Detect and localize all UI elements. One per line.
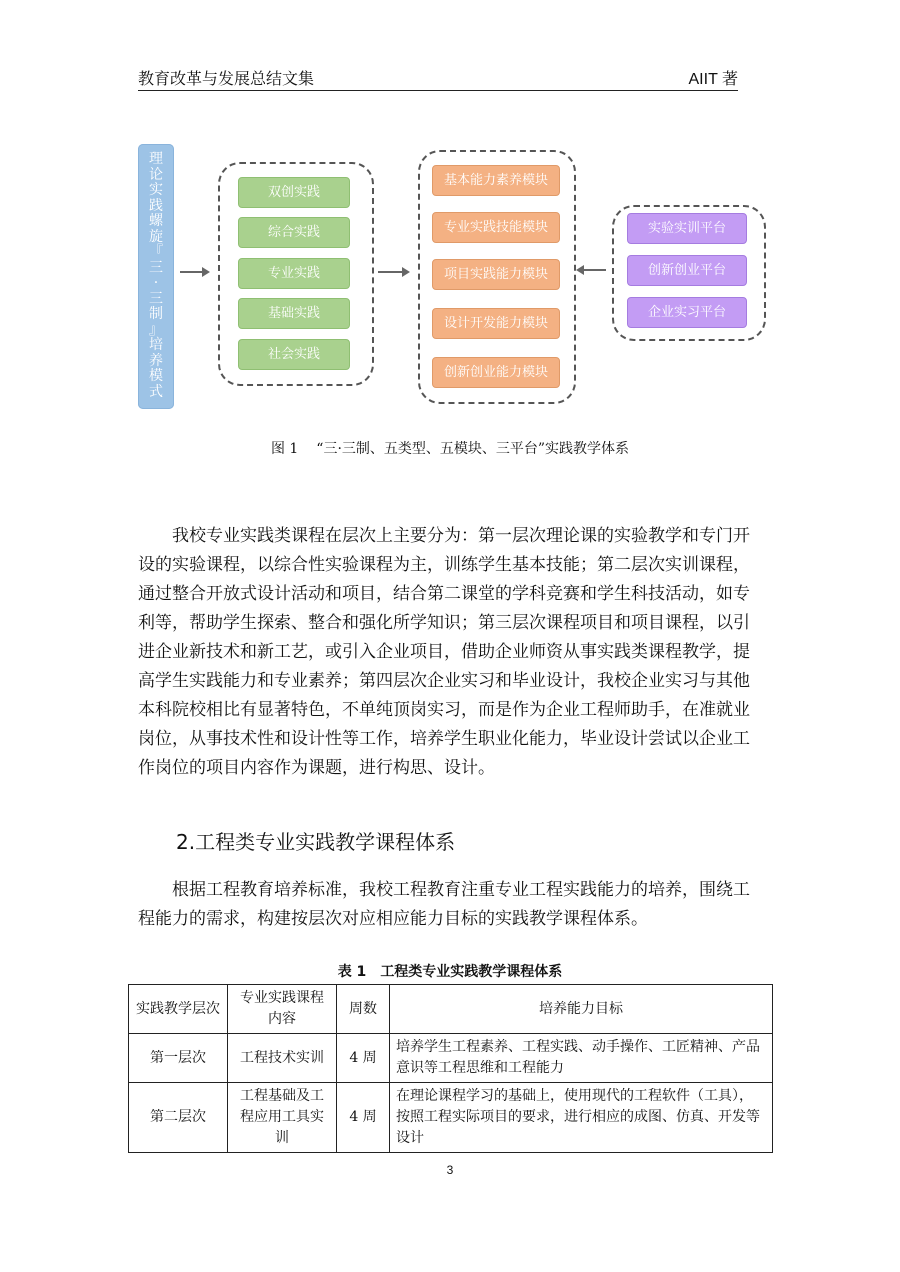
mode-label-char: · — [153, 275, 159, 291]
mode-label-bar — [138, 144, 174, 409]
platform-box: 实验实训平台 — [627, 213, 747, 244]
table-cell: 培养学生工程素养、工程实践、动手操作、工匠精神、产品意识等工程思维和工程能力 — [390, 1034, 773, 1083]
arrow-to-practice — [180, 271, 208, 273]
mode-label-char: 式 — [149, 383, 163, 400]
table-cell: 工程基础及工程应用工具实训 — [228, 1083, 337, 1153]
section-heading: 2.工程类专业实践教学课程体系 — [176, 830, 456, 854]
table-header-cell: 培养能力目标 — [390, 985, 773, 1034]
table-caption-number: 表 1 — [337, 964, 367, 980]
mode-label-char: 『 — [149, 244, 163, 260]
table-cell: 第二层次 — [129, 1083, 228, 1153]
mode-label-char: 螺 — [149, 213, 163, 229]
figure-caption-text: “三·三制、五类型、五模块、三平台”实践教学体系 — [316, 441, 630, 457]
table-header-cell: 专业实践课程内容 — [228, 985, 337, 1034]
body-paragraph: 根据工程教育培养标准，我校工程教育注重专业工程实践能力的培养，围绕工程能力的需求，构建按层次对应相应能力目标的实践教学课程体系。 — [138, 880, 750, 929]
module-box: 设计开发能力模块 — [432, 308, 560, 339]
body-paragraph: 我校专业实践类课程在层次上主要分为：第一层次理论课的实验教学和专门开设的实验课程，以综合性实验课程为主，训练学生基本技能；第二层次实训课程，通过整合开放式设计活动和项目，结合第二课堂的学科竞赛和学生科技活动，如专利等，帮助学生探索、整合和强化所学知识；第三层次课程项目和项目课程，以引进企业新技术和新工艺，或引入企业项目，借助企业师资从事实践类课程教学，提高学生实践能力和专业素养；第四层次企业实习和毕业设计，我校企业实习与其他本科院校相比有显著特色，不单纯顶岗实习，而是作为企业工程师助手，在准就业岗位，从事技术性和设计性等工作，培养学生职业化能力，毕业设计尝试以企业工作岗位的项目内容作为课题，进行构思、设计。 — [138, 526, 750, 778]
mode-label-char: 培 — [149, 337, 163, 353]
practice-type-box: 专业实践 — [238, 258, 350, 289]
header-author: AIIT 著 — [688, 71, 738, 88]
module-box: 创新创业能力模块 — [432, 357, 560, 388]
table-header-row — [129, 985, 773, 1034]
table-caption-text: 工程类专业实践教学课程体系 — [380, 964, 563, 980]
mode-label-char: 理 — [149, 151, 163, 167]
curriculum-table — [128, 984, 773, 1153]
practice-type-box: 基础实践 — [238, 298, 350, 329]
table-cell: 在理论课程学习的基础上，使用现代的工程软件（工具），按照工程实际项目的要求，进行相应的成图、仿真、开发等设计 — [390, 1083, 773, 1153]
practice-type-box: 社会实践 — [238, 339, 350, 370]
mode-label-char: 三 — [149, 259, 163, 276]
arrow-to-modules — [378, 271, 408, 273]
page-number: 3 — [446, 1163, 454, 1177]
module-box: 项目实践能力模块 — [432, 259, 560, 290]
table-header-cell: 周数 — [337, 985, 390, 1034]
figure-diagram — [0, 0, 900, 470]
mode-label-char: 三 — [149, 290, 163, 307]
mode-label-char: 养 — [149, 352, 163, 369]
mode-label-char: 践 — [149, 197, 163, 214]
practice-type-box: 综合实践 — [238, 217, 350, 248]
mode-label-text — [138, 152, 174, 400]
table-row — [129, 1034, 773, 1083]
mode-label-char: 制 — [149, 306, 163, 322]
arrow-from-platforms — [578, 269, 606, 271]
module-box: 专业实践技能模块 — [432, 212, 560, 243]
platform-box: 企业实习平台 — [627, 297, 747, 328]
platform-box: 创新创业平台 — [627, 255, 747, 286]
mode-label-char: 旋 — [149, 228, 163, 245]
mode-label-char: 论 — [149, 166, 163, 183]
figure-caption-number: 图 1 — [270, 441, 299, 457]
table-cell: 4 周 — [337, 1034, 390, 1083]
table-cell: 工程技术实训 — [228, 1034, 337, 1083]
mode-label-char: 模 — [149, 368, 163, 384]
table-caption — [0, 961, 900, 981]
mode-label-char: 实 — [149, 182, 163, 198]
table-row — [129, 1083, 773, 1153]
table-header-cell: 实践教学层次 — [129, 985, 228, 1034]
figure-caption — [0, 438, 900, 458]
module-box: 基本能力素养模块 — [432, 165, 560, 196]
practice-type-box: 双创实践 — [238, 177, 350, 208]
table-cell: 4 周 — [337, 1083, 390, 1153]
header-title: 教育改革与发展总结文集 — [138, 69, 315, 88]
table-cell: 第一层次 — [129, 1034, 228, 1083]
mode-label-char: 』 — [149, 321, 163, 338]
